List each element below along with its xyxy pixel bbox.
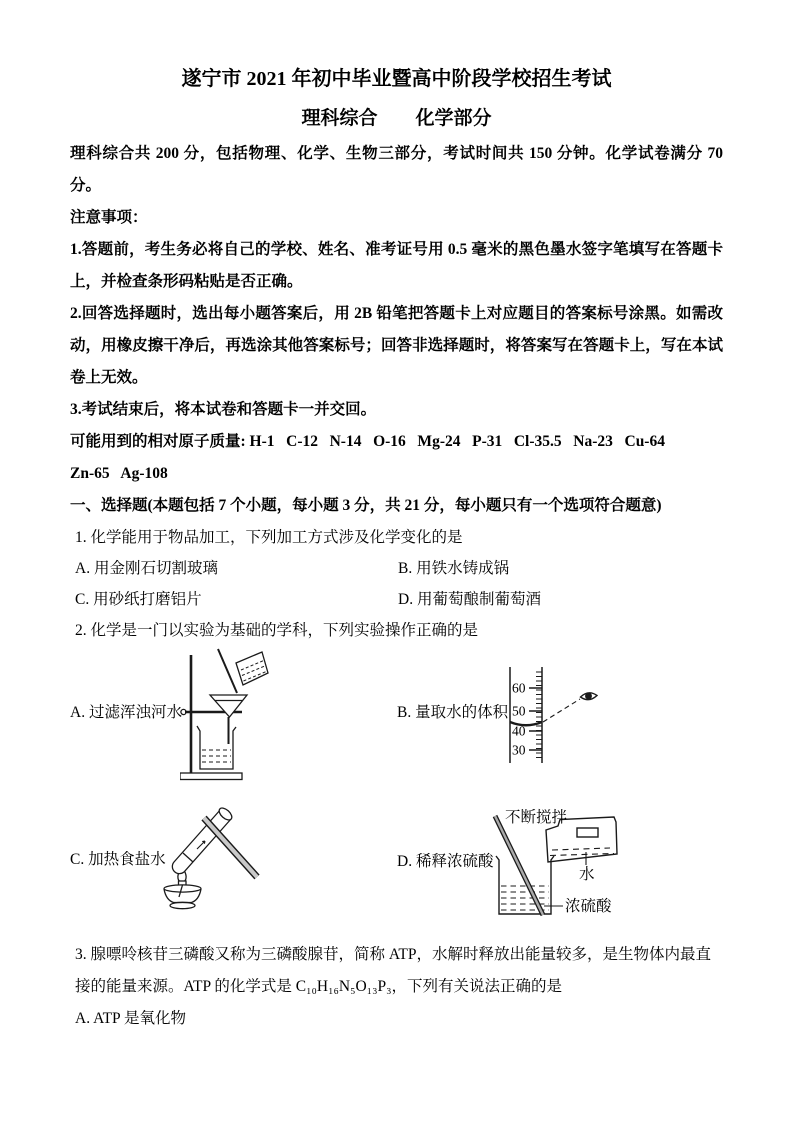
exam-subtitle: 理科综合 化学部分 <box>301 108 492 129</box>
container-cap <box>577 828 598 837</box>
funnel-icon <box>210 695 247 717</box>
q1-option-b: B. 用铁水铸成锅 <box>398 560 510 577</box>
notice-item-1: 1.答题前，考生务必将自己的学校、姓名、准考证号用 0.5 毫米的黑色墨水签字笔填写在答题卡上，并检查条形码粘贴是否正确。 <box>70 241 723 290</box>
question-2-text: 2. 化学是一门以实验为基础的学科，下列实验操作正确的是 <box>75 622 479 639</box>
atomic-masses-line-1: 可能用到的相对原子质量: H-1 C-12 N-14 O-16 Mg-24 P-31 Cl-35.5 Na-23 Cu-64 <box>70 433 665 450</box>
stir-label: 不断搅拌 <box>505 809 568 826</box>
acid-liquid <box>501 886 549 910</box>
eye-icon <box>581 693 598 700</box>
notice-item-3: 3.考试结束后，将本试卷和答题卡一并交回。 <box>70 401 377 418</box>
section-1-heading: 一、选择题(本题包括 7 个小题，每小题 3 分，共 21 分，每小题只有一个选项符合题意) <box>70 497 662 514</box>
minor-ticks <box>536 672 542 758</box>
question-3-text: 3. 腺嘌呤核苷三磷酸又称为三磷酸腺苷，简称 ATP，水解时释放出能量较多，是生物体内最直接的能量来源。ATP 的化学式是 C₁₀H₁₆N₅O₁₃P₃，下列有关说法正确的是 <box>75 946 711 995</box>
atomic-masses-line-2: Zn-65 Ag-108 <box>70 465 168 482</box>
q2-option-a-label: A. 过滤浑浊河水 <box>70 704 182 721</box>
q2-option-c-label: C. 加热食盐水 <box>70 851 166 868</box>
scale-40: 40 <box>512 723 526 739</box>
q2-option-b-label: B. 量取水的体积 <box>397 704 509 721</box>
figure-heating <box>160 797 270 937</box>
notice-item-2: 2.回答选择题时，选出每小题答案后，用 2B 铅笔把答题卡上对应题目的答案标号涂黑。如需改动，用橡皮擦干净后，再选涂其他答案标号；回答非选择题时，将答案写在答题卡上，写在本试卷上无效。 <box>70 305 723 386</box>
q2-option-d-label: D. 稀释浓硫酸 <box>397 853 494 870</box>
pouring-beaker <box>236 652 268 685</box>
scale-50: 50 <box>512 703 526 719</box>
acid-label: 浓硫酸 <box>565 898 612 915</box>
glass-rod <box>218 649 237 693</box>
stirring-rod-fill <box>495 816 543 915</box>
beaker <box>496 856 554 914</box>
receiving-beaker <box>197 726 236 769</box>
exam-title: 遂宁市 2021 年初中毕业暨高中阶段学校招生考试 <box>181 68 612 90</box>
lamp-base <box>170 902 195 908</box>
water-label: 水 <box>579 866 595 883</box>
stand-base <box>180 773 242 780</box>
figure-measuring-cylinder <box>500 663 620 767</box>
q1-option-d: D. 用葡萄酿制葡萄酒 <box>398 591 541 608</box>
sight-line <box>543 699 580 722</box>
major-ticks <box>529 688 542 750</box>
exam-content <box>70 64 723 1034</box>
scale-60: 60 <box>512 680 526 696</box>
tube-holder-fill <box>204 818 257 877</box>
figure-dilution <box>488 802 683 939</box>
q1-option-a: A. 用金刚石切割玻璃 <box>75 560 218 577</box>
question-2-figures <box>70 651 723 939</box>
figure-filtration <box>180 647 270 783</box>
filtrate-liquid <box>202 750 231 762</box>
q3-option-a: A. ATP 是氧化物 <box>75 1010 186 1027</box>
scale-30: 30 <box>512 742 526 758</box>
question-1-text: 1. 化学能用于物品加工，下列加工方式涉及化学变化的是 <box>75 529 463 546</box>
notice-heading: 注意事项： <box>70 209 148 226</box>
exam-summary: 理科综合共 200 分，包括物理、化学、生物三部分，考试时间共 150 分钟。化学试卷满分 70 分。 <box>70 145 723 194</box>
question-1-options <box>70 553 723 615</box>
water-level <box>550 848 614 856</box>
q1-option-c: C. 用砂纸打磨铝片 <box>75 591 202 608</box>
